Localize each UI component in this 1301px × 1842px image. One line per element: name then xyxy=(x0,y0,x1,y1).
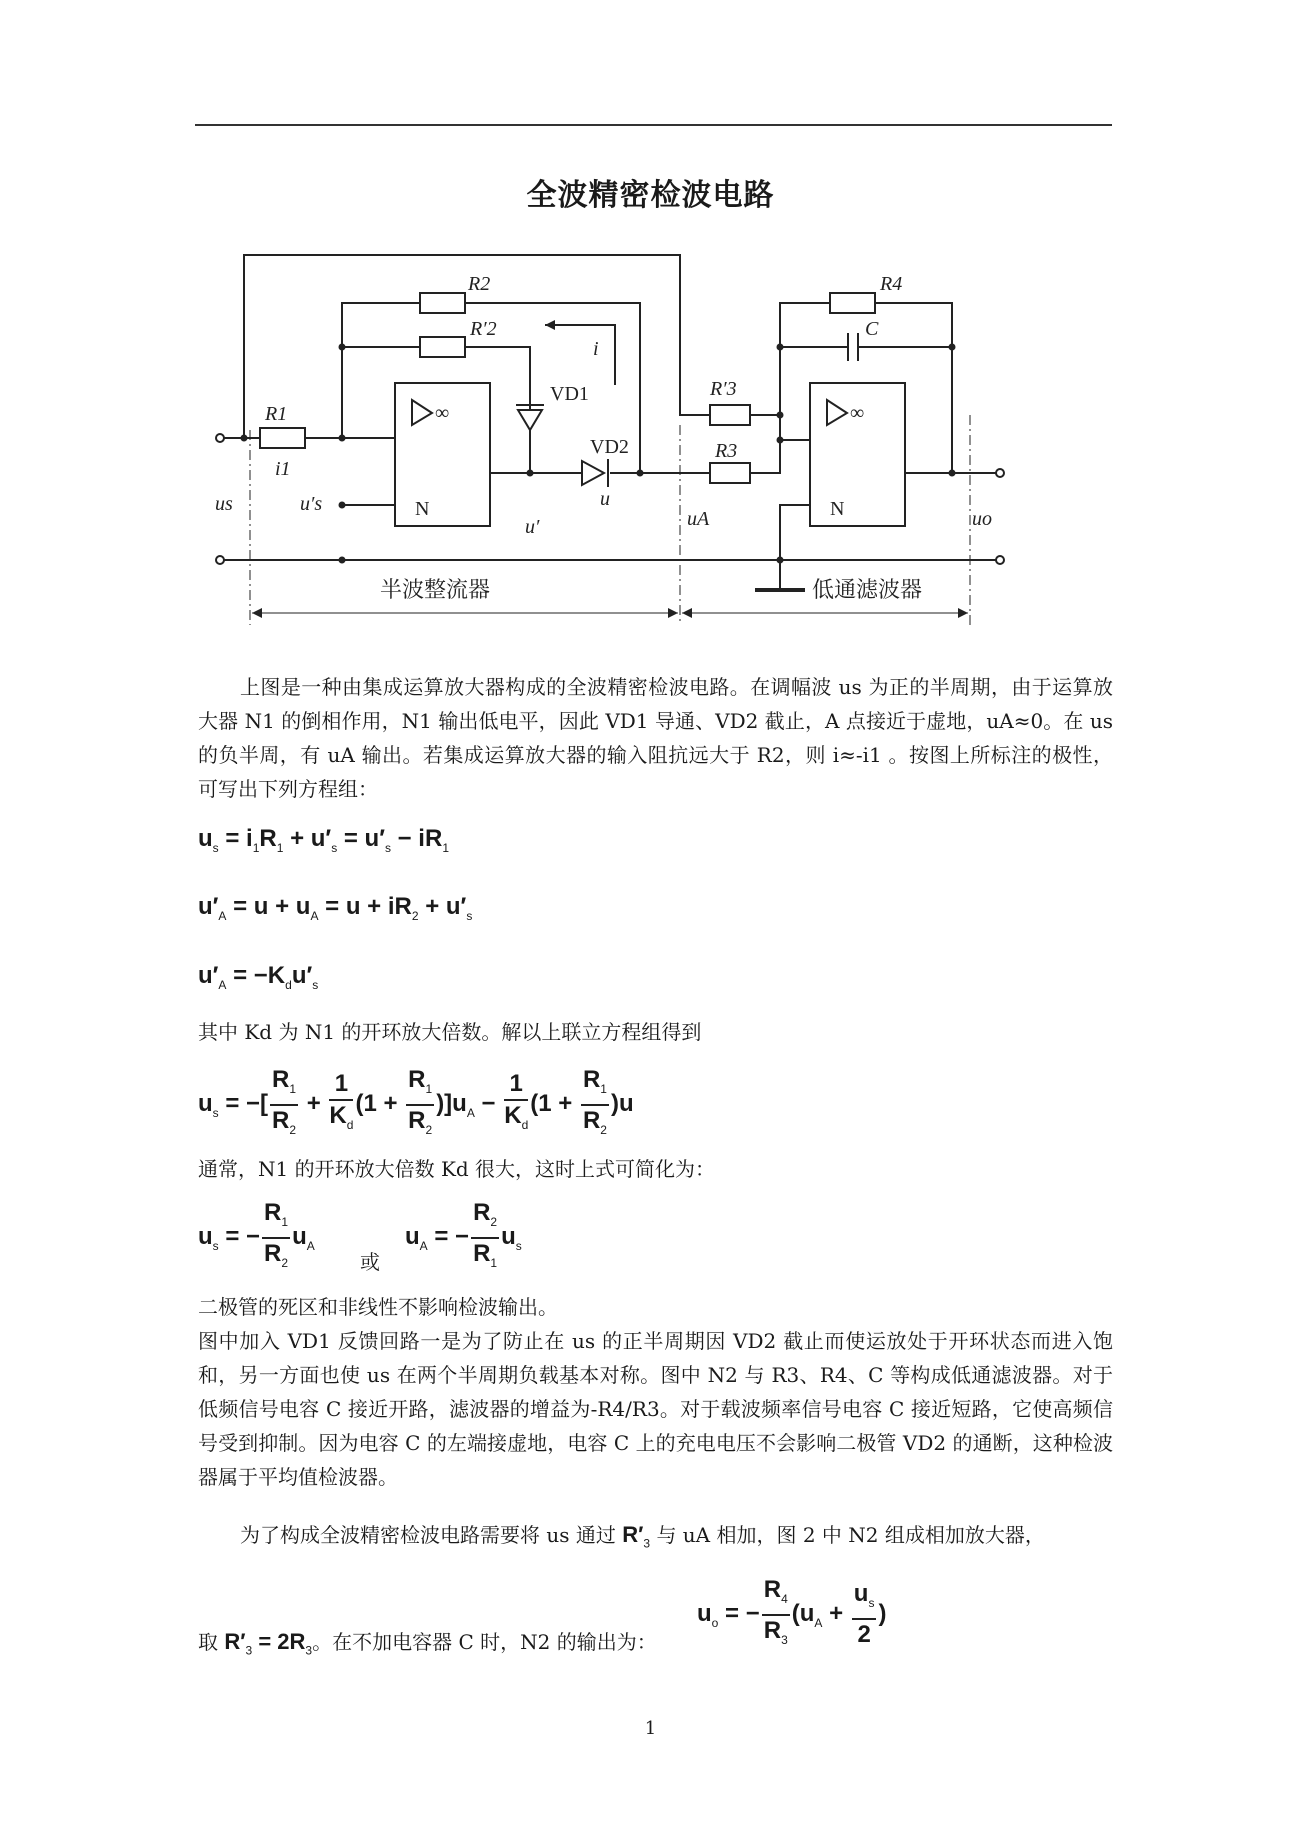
or-label: 或 xyxy=(360,1250,380,1274)
up-label: u′ xyxy=(525,516,540,538)
vd2-label: VD2 xyxy=(590,436,629,458)
vd1-label: VD1 xyxy=(550,383,589,405)
paragraph-2: 其中 Kd 为 N1 的开环放大倍数。解以上联立方程组得到 xyxy=(198,1020,702,1044)
paragraph-6a: 为了构成全波精密检波电路需要将 us 通过 xyxy=(240,1523,616,1547)
equation-2: $u'_A = u + u_A = u + iR_2 + u'_s$ xyxy=(198,893,473,923)
paragraph-7: 取 $R'_3 = 2R_3$。在不加电容器 C 时，N2 的输出为： xyxy=(198,1629,657,1658)
equation-4: $u_s$ = −[ $\frac{R_1}{R_2}$ + $\frac{1}{K_d}$ (1 + $\frac{R_1}{R_2}$ )]$u_A$ − $\frac{1}{K_d}$ (1 + $\frac{R_1}{R_2}$ )u xyxy=(198,1066,634,1137)
u-label: u xyxy=(600,488,610,510)
i1-label: i1 xyxy=(275,458,291,480)
page-title: 全波精密检波电路 xyxy=(526,178,775,213)
uo-label: uo xyxy=(972,508,992,530)
section-left-label: 半波整流器 xyxy=(380,577,491,602)
paragraph-1: 上图是一种由集成运算放大器构成的全波精密检波电路。在调幅波 us 为正的半周期，由于运算放大器 N1 的倒相作用，N1 输出低电平，因此 VD1 导通、VD2 截止，A 点接近于虚地，uA≈0。在 us 的负半周，有 uA 输出。若集成运算放大器的输入阻抗远大于 R2，则 i≈-i1 。按图上所标注的极性，可写出下列方程组： xyxy=(198,675,1113,801)
n1-label: N xyxy=(415,498,430,520)
r2-label: R2 xyxy=(468,273,491,295)
paragraph-6b: 与 uA 相加，图 2 中 N2 组成相加放大器， xyxy=(656,1523,1045,1547)
equation-6: $u_A$ = − $\frac{R_2}{R_1}$ $u_s$ xyxy=(405,1199,522,1270)
c-label: C xyxy=(865,318,879,340)
n2-label: N xyxy=(830,498,845,520)
equation-3: $u'_A = -K_du'_s$ xyxy=(198,962,319,992)
us-label: us xyxy=(215,493,233,515)
circuit-diagram xyxy=(200,235,1080,645)
header-rule xyxy=(195,124,1112,126)
equation-7: $u_o$ = − $\frac{R_4}{R_3}$ ($u_A$ + $\frac{u_s}{2}$ ) xyxy=(697,1576,887,1649)
paragraph-7b: 。在不加电容器 C 时，N2 的输出为： xyxy=(312,1630,657,1654)
equation-1: $u_s = i_1R_1 + u'_s = u'_s - iR_1$ xyxy=(198,825,449,855)
r1-label: R1 xyxy=(265,403,288,425)
paragraph-6: 为了构成全波精密检波电路需要将 us 通过 $R'_3$ 与 uA 相加，图 2 中 N2 组成相加放大器， xyxy=(240,1522,1045,1551)
section-right-label: 低通滤波器 xyxy=(812,577,923,602)
inf2-label: ∞ xyxy=(850,402,865,424)
equation-5: $u_s$ = − $\frac{R_1}{R_2}$ $u_A$ xyxy=(198,1199,315,1270)
r2p-label: R′2 xyxy=(470,318,497,340)
i-label: i xyxy=(593,338,599,360)
page-number: 1 xyxy=(644,1718,657,1739)
paragraph-3: 通常，N1 的开环放大倍数 Kd 很大，这时上式可简化为： xyxy=(198,1157,716,1181)
r4-label: R4 xyxy=(880,273,903,295)
ua-label: uA xyxy=(687,508,710,530)
paragraph-5: 图中加入 VD1 反馈回路一是为了防止在 us 的正半周期因 VD2 截止而使运放处于开环状态而进入饱和，另一方面也使 us 在两个半周期负载基本对称。图中 N2 与 R3、R4、C 等构成低通滤波器。对于低频信号电容 C 接近开路，滤波器的增益为-R4/R3。对于载波频率信号电容 C 接近短路，它使高频信号受到抑制。因为电容 C 的左端接虚地，电容 C 上的充电电压不会影响二极管 VD2 的通断，这种检波器属于平均值检波器。 xyxy=(198,1329,1113,1489)
inf1-label: ∞ xyxy=(435,402,450,424)
paragraph-4: 二极管的死区和非线性不影响检波输出。 xyxy=(198,1295,558,1319)
usp-label: u′s xyxy=(300,493,323,515)
paragraph-7a: 取 xyxy=(198,1630,218,1654)
r3-label: R3 xyxy=(715,440,738,462)
r3p-label: R′3 xyxy=(710,378,737,400)
